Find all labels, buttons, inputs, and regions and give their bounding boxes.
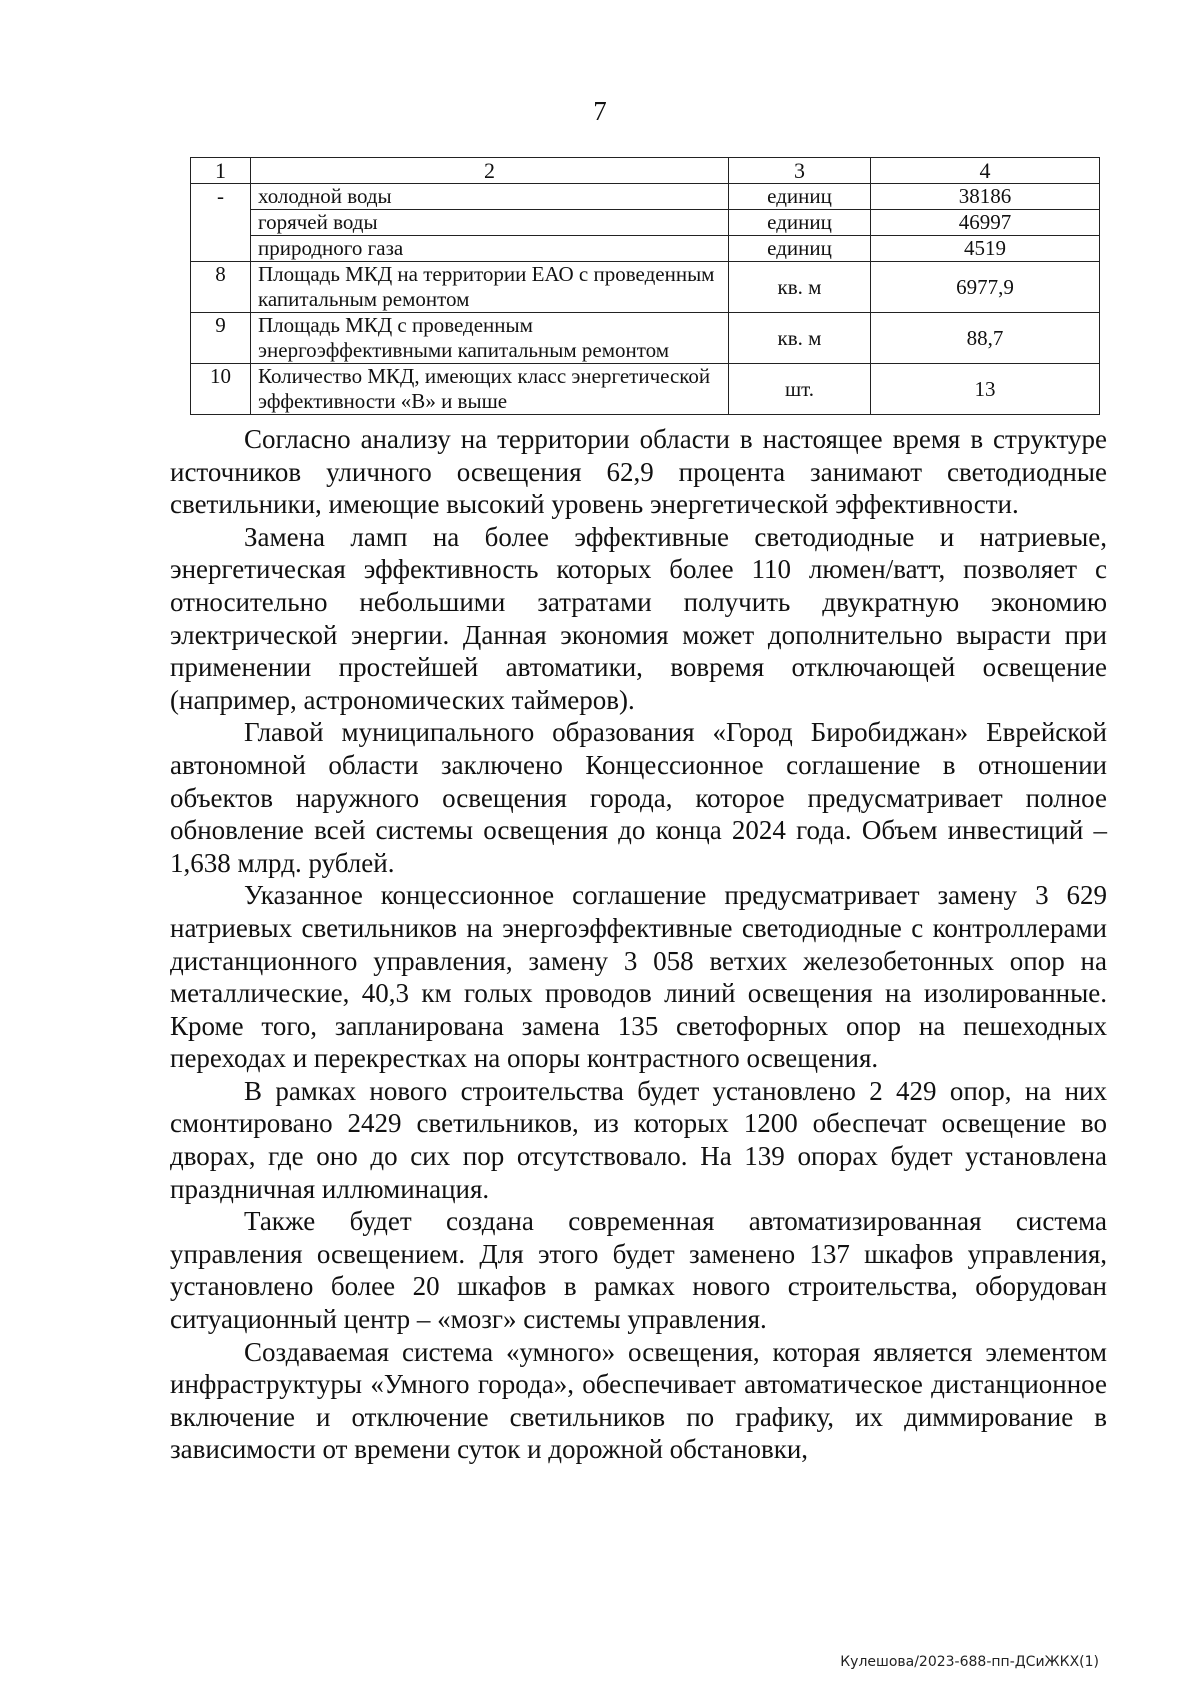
row-value-cell: 4519 <box>871 236 1100 262</box>
row-value-cell: 88,7 <box>871 313 1100 364</box>
table-header-cell: 3 <box>729 158 871 184</box>
document-footer: Кулешова/2023-688-пп-ДСиЖКХ(1) <box>840 1654 1099 1670</box>
row-number-cell: 9 <box>191 313 251 364</box>
row-name-cell: Площадь МКД с проведенным энергоэффективными капитальным ремонтом <box>251 313 729 364</box>
row-unit-cell: кв. м <box>729 313 871 364</box>
row-name-cell: Количество МКД, имеющих класс энергетической эффективности «В» и выше <box>251 364 729 415</box>
table-row <box>191 313 1100 364</box>
row-value-cell: 6977,9 <box>871 262 1100 313</box>
paragraph: Создаваемая система «умного» освещения, которая является элементом инфраструктуры «Умного города», обеспечивает автоматическое дистанционное включение и отключение светильников по графику, их диммирование в зависимости от времени суток и дорожной обстановки, <box>170 1336 1107 1465</box>
table-header-cell: 4 <box>871 158 1100 184</box>
table-row <box>191 210 1100 236</box>
row-value-cell: 13 <box>871 364 1100 415</box>
data-table <box>190 157 1100 415</box>
row-unit-cell: кв. м <box>729 262 871 313</box>
row-number-cell: 8 <box>191 262 251 313</box>
paragraph: Указанное концессионное соглашение предусматривает замену 3 629 натриевых светильников на энергоэффективные светодиодные с контроллерами дистанционного управления, замену 3 058 ветхих железобетонных опор на металлические, 40,3 км голых проводов линий освещения на изолированные. Кроме того, запланирована замена 135 светофорных опор на пешеходных переходах и перекрестках на опоры контрастного освещения. <box>170 880 1107 1074</box>
body-text <box>170 423 1107 1466</box>
page-number: 7 <box>593 96 607 126</box>
table-row <box>191 236 1100 262</box>
paragraph: Также будет создана современная автоматизированная система управления освещением. Для этого будет заменено 137 шкафов управления, установлено более 20 шкафов в рамках нового строительства, оборудован ситуационный центр – «мозг» системы управления. <box>170 1206 1107 1335</box>
table-header-cell: 2 <box>251 158 729 184</box>
table-row <box>191 262 1100 313</box>
row-number-cell: 10 <box>191 364 251 415</box>
row-name-cell: холодной воды <box>251 184 729 210</box>
table-row <box>191 364 1100 415</box>
row-number-cell: - <box>191 184 251 262</box>
row-value-cell: 38186 <box>871 184 1100 210</box>
table-row <box>191 184 1100 210</box>
paragraph: Главой муниципального образования «Город Биробиджан» Еврейской автономной области заключено Концессионное соглашение в отношении объектов наружного освещения города, которое предусматривает полное обновление всей системы освещения до конца 2024 года. Объем инвестиций – 1,638 млрд. рублей. <box>170 717 1107 878</box>
row-unit-cell: единиц <box>729 184 871 210</box>
table-header-cell: 1 <box>191 158 251 184</box>
paragraph: Согласно анализу на территории области в настоящее время в структуре источников уличного освещения 62,9 процента занимают светодиодные светильники, имеющие высокий уровень энергетической эффективности. <box>170 424 1107 520</box>
row-name-cell: горячей воды <box>251 210 729 236</box>
paragraph: В рамках нового строительства будет установлено 2 429 опор, на них смонтировано 2429 светильников, из которых 1200 обеспечат освещение во дворах, где оно до сих пор отсутствовало. На 139 опорах будет установлена праздничная иллюминация. <box>170 1075 1107 1204</box>
row-unit-cell: шт. <box>729 364 871 415</box>
row-unit-cell: единиц <box>729 236 871 262</box>
row-value-cell: 46997 <box>871 210 1100 236</box>
row-name-cell: природного газа <box>251 236 729 262</box>
paragraph: Замена ламп на более эффективные светодиодные и натриевые, энергетическая эффективность которых более 110 люмен/ватт, позволяет с относительно небольшими затратами получить двукратную экономию электрической энергии. Данная экономия может дополнительно вырасти при применении простейшей автоматики, вовремя отключающей освещение (например, астрономических таймеров). <box>170 521 1107 715</box>
table-header-row <box>191 158 1100 184</box>
row-unit-cell: единиц <box>729 210 871 236</box>
row-name-cell: Площадь МКД на территории ЕАО с проведенным капитальным ремонтом <box>251 262 729 313</box>
